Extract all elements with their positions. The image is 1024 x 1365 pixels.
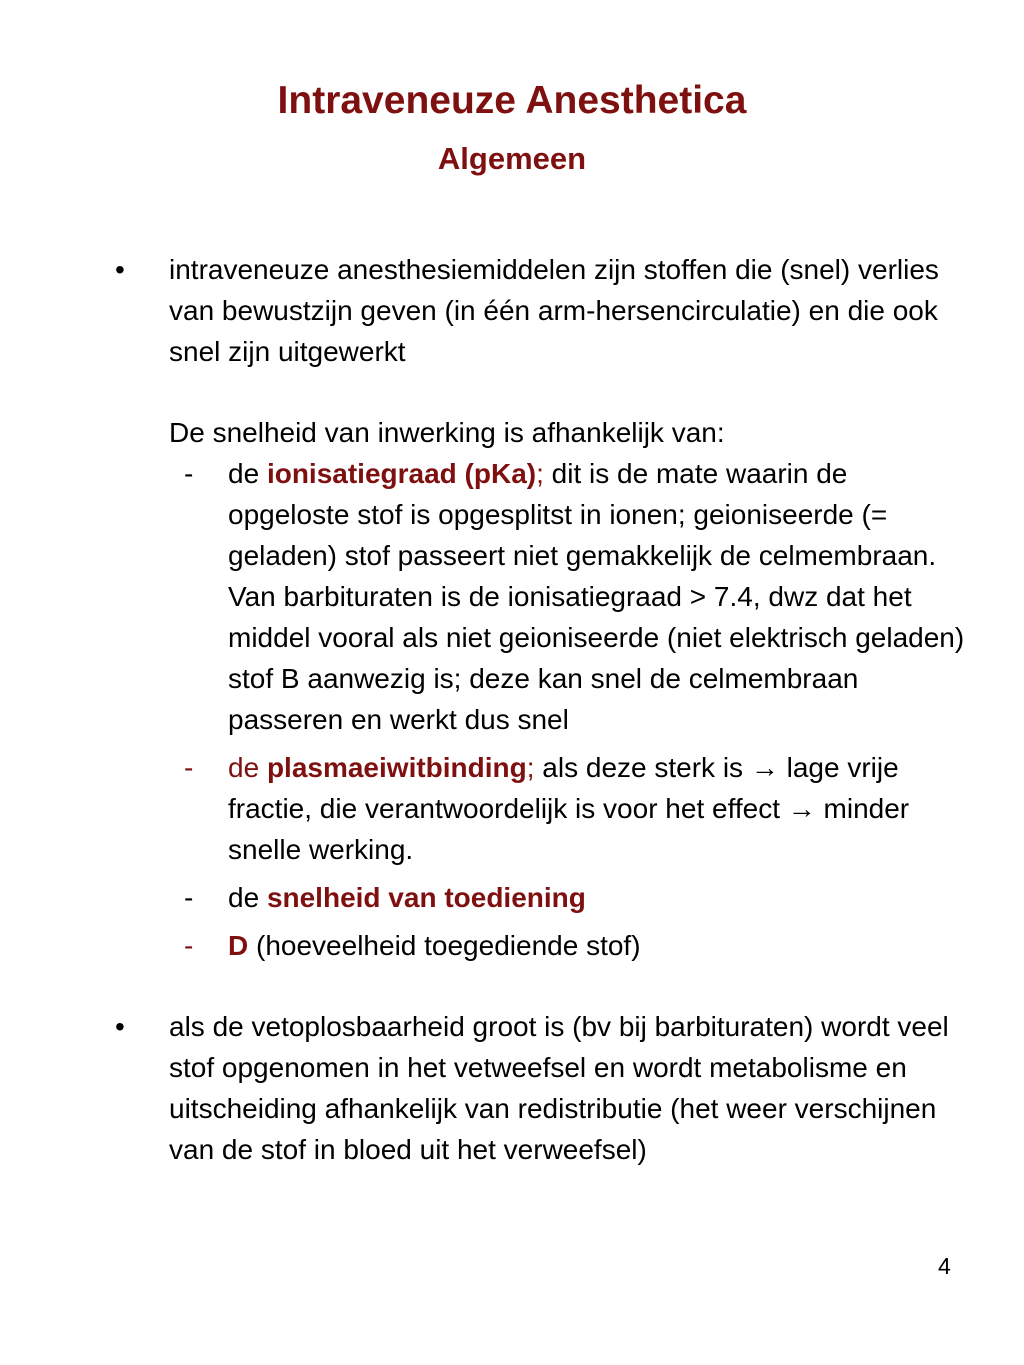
dash-icon: - xyxy=(184,882,194,913)
sub-item-text: minder snelle werking. xyxy=(228,793,910,865)
dash-icon: - xyxy=(184,752,194,783)
bullet-text: intraveneuze anesthesiemiddelen zijn stoffen die (snel) verlies van bewustzijn geven (in één arm-hersencirculatie) en die ook snel zijn uitgewerkt xyxy=(169,254,939,367)
sub-list-intro: De snelheid van inwerking is afhankelijk van: xyxy=(169,417,725,448)
slide-content xyxy=(110,249,970,1170)
sub-item-text: als deze sterk is xyxy=(534,752,751,783)
bullet-text: als de vetoplosbaarheid groot is (bv bij barbituraten) wordt veel stof opgenomen in het vetweefsel en wordt metabolisme en uitscheiding afhankelijk van redistributie (het weer verschijnen van de stof in bloed uit het verweefsel) xyxy=(169,1011,949,1165)
arrow-right-icon: → xyxy=(750,752,779,783)
sub-item-text: (hoeveelheid toegediende stof) xyxy=(248,930,641,961)
bullet-item xyxy=(110,1006,970,1170)
term-semicolon: ; xyxy=(536,458,544,489)
sub-item-term: snelheid van toediening xyxy=(266,882,586,913)
sub-item-prefix: de xyxy=(228,458,267,489)
sub-item-term: plasmaeiwitbinding xyxy=(266,752,527,783)
dash-icon: - xyxy=(184,458,194,489)
sub-item-text: lage vrije fractie, die verantwoordelijk is voor het effect xyxy=(228,752,899,824)
arrow-right-icon: → xyxy=(787,793,816,824)
bullet-item xyxy=(110,249,970,966)
sub-item-term: D xyxy=(228,930,249,961)
sub-item-prefix: de xyxy=(228,752,267,783)
bullet-icon: • xyxy=(115,1011,125,1042)
sub-item-term: ionisatiegraad (pKa) xyxy=(266,458,537,489)
term-semicolon: ; xyxy=(526,752,535,783)
dash-icon: - xyxy=(184,930,194,961)
sub-item-dosis xyxy=(169,925,970,966)
bullet-icon: • xyxy=(115,254,125,285)
sub-item-ionisatiegraad xyxy=(169,453,970,740)
slide-title: Intraveneuze Anesthetica xyxy=(277,79,747,122)
sub-item-text: dit is de mate waarin de opgeloste stof is opgesplitst in ionen; geioniseerde (= geladen) stof passeert niet gemakkelijk de celmembraan. Van barbituraten is de ionisatiegraad > 7.4, dwz dat het middel vooral als niet geioniseerde (niet elektrisch geladen) stof B aanwezig is; deze kan snel de celmembraan passeren en werkt dus snel xyxy=(228,458,965,735)
sub-item-snelheid xyxy=(169,877,970,918)
page-number: 4 xyxy=(938,1253,951,1279)
slide-subtitle: Algemeen xyxy=(437,141,587,176)
sub-item-plasmaeiwitbinding xyxy=(169,747,970,870)
sub-item-prefix: de xyxy=(228,882,267,913)
